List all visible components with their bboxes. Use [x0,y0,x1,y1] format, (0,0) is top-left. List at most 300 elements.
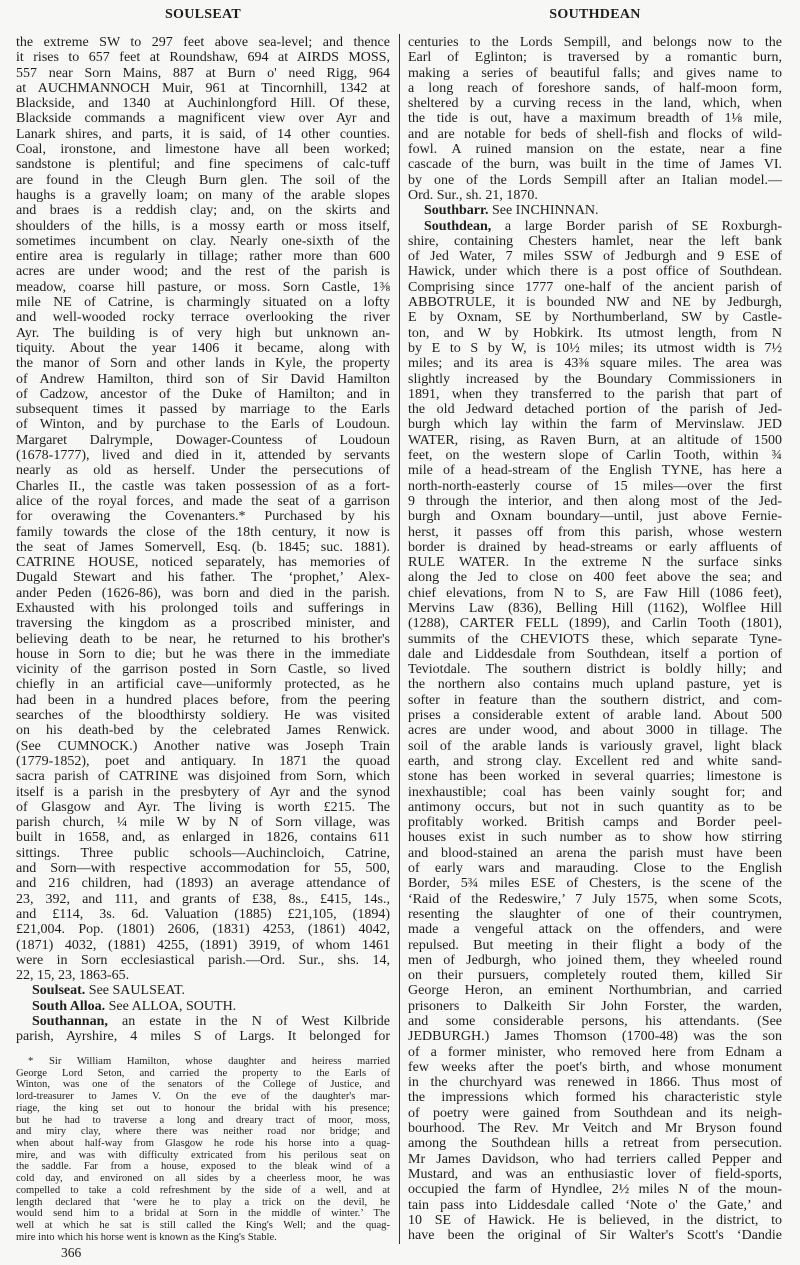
text-line [408,1136,782,1151]
line-text: nearly as old as herself. Under the persecutions of [16,463,390,479]
line-text: and some considerable persons, his attendants. (See [408,1014,782,1029]
text-line [408,586,782,601]
line-text: parish church, ¼ mile W by N of Sorn village, was [16,815,390,831]
footnote-line: would send him to a bridal at Sorn in the middle of winter.’ The [16,1208,390,1220]
text-line [408,892,782,907]
line-text: of Andrew Hamilton, third son of Sir David Hamilton [16,371,390,387]
text-line [408,417,782,432]
line-text: the impressions which formed his characteristic style [408,1090,782,1106]
text-line [16,800,390,815]
footnote-line: well at which he sat is still called the King's Well; and the quag- [16,1220,390,1232]
text-line [408,815,782,830]
line-text: Blackside, and 1340 at Auchinlongford Hill. Of these, [16,96,390,112]
text-line [16,570,390,585]
text-line [16,968,390,983]
line-text: 10 SE of Hawick. He is believed, in the district, to [408,1212,782,1228]
line-text: mile NE of Catrine, is charmingly situated on a lofty [16,295,390,311]
text-line [408,295,782,310]
text-line [408,769,782,784]
line-text: Ord. Sur., sh. 21, 1870. [408,187,538,203]
line-text: house in Sorn to die; but he was there in the immediate [16,646,390,662]
text-line [408,938,782,953]
line-text: north-north-easterly course of 15 miles—over the first [408,478,782,494]
text-line [16,662,390,677]
line-text: profitably worked. British camps and Border peel- [408,815,782,831]
text-line [408,876,782,891]
line-text: ton, and W by Hobkirk. Its utmost length, from N [408,325,782,341]
line-text: resenting the slaughter of one of their countrymen, [408,906,782,922]
text-line [408,677,782,692]
entry-headword: Southdean, [424,218,492,234]
line-text: softer in feature than the southern district, and com- [408,692,782,708]
text-line [408,1167,782,1182]
line-text: prisoners to Dalkeith Sir John Forster, the warden, [408,998,782,1014]
line-text: and Sorn—with respective accommodation for 55, 500, [16,861,390,877]
line-text: burgh and Oxnam boundary—until, just above Fernie- [408,509,782,525]
text-line [16,846,390,861]
line-text: and well-wooded rocky terrace overlooking the river [16,310,390,326]
line-text: built in 1658, and, as enlarged in 1826, contains 611 [16,830,390,846]
entry-headword: South Alloa. [32,998,106,1014]
line-text: were in Sorn ecclesiastical parish.—Ord. Sur., shs. 14, [16,952,390,968]
line-text: (1779-1852), poet and antiquary. In 1871 the quoad [16,753,390,769]
line-text: Coal, ironstone, and limestone have all been worked; [16,142,390,158]
footnote-line: George Lord Seton, and carried the property to the Earls of [16,1067,390,1079]
text-line [408,326,782,341]
line-text: in the churchyard was renewed in 1866. Thus most of [408,1075,782,1091]
line-text: summits of the CHEVIOTS these, which separate Tyne- [408,631,782,647]
text-line [408,570,782,585]
line-text: Dugald Stewart and his father. The ‘prophet,’ Alex- [16,570,390,586]
text-line [16,494,390,509]
line-text: Blackside commands a magnificent view over Ayr and [16,111,390,127]
text-line [408,922,782,937]
entry-paragraph [408,35,782,203]
line-text: ABBOTRULE, it is bounded NW and NE by Jedburgh, [408,295,782,311]
line-text: sheltered by a curving recess in the land, which, when [408,96,782,112]
line-text: Lanark shires, and parts, it is said, of 14 other counties. [16,126,390,142]
text-line [408,372,782,387]
line-text: a large Border parish of SE Roxburgh- [491,218,782,234]
line-text: dale and Liddesdale from Southdean, itself a portion of [408,646,782,662]
line-text: men of Jedburgh, who joined them, they wheeled round [408,952,782,968]
text-line [16,739,390,754]
text-line [16,647,390,662]
line-text: parish, Ayrshire, 4 miles S of Largs. It belonged for [16,1029,390,1045]
line-text: ander Peden (1626-86), was born and died in the parish. [16,585,390,601]
text-line [408,509,782,524]
line-text: See ALLOA, SOUTH. [105,998,237,1014]
text-line [16,203,390,218]
line-text: George Heron, an eminent Northumbrian, and carried [408,983,782,999]
line-text: meadow, coarse hill pasture, or moss. Sorn Castle, 1⅜ [16,279,390,295]
text-line [16,953,390,968]
line-text: 22, 15, 23, 1863-65. [16,968,130,984]
text-line [16,448,390,463]
text-line [16,417,390,432]
line-text: Mustard, and was an enthusiastic lover of field-sports, [408,1166,782,1182]
text-line [408,1228,782,1243]
text-line [408,601,782,616]
text-line [408,127,782,142]
text-line [16,632,390,647]
text-line [408,907,782,922]
line-text: Mervins Law (836), Belling Hill (1162), Wolflee Hill [408,600,782,616]
text-line [16,372,390,387]
line-text: Charles II., the castle was taken possession of as a fort- [16,478,390,494]
line-text: for overawing the Covenanters.* Purchased by his [16,509,390,525]
line-text: antimony occurs, but not in such quantity as to be [408,799,782,815]
line-text: and are notable for beds of shell-fish and flocks of wild- [408,126,782,142]
line-text: tain pass into Liddesdale called ‘Note o' the Gate,’ and [408,1197,782,1213]
text-line [16,66,390,81]
text-line [408,50,782,65]
text-line [16,601,390,616]
line-text: acres are under wood, and about 3000 in tillage. The [408,723,782,739]
line-text: tiquity. About the year 1406 it became, along with [16,340,390,356]
line-text: the northern also contains much upland pasture, yet is [408,677,782,693]
text-line [16,188,390,203]
line-text: sacra parish of CATRINE was disjoined from Sorn, which [16,769,390,785]
text-line [408,739,782,754]
text-line [16,769,390,784]
text-line [408,96,782,111]
line-text: had been in a hundred places before, from the peering [16,692,390,708]
footnote-line: lord-treasurer to James V. On the eve of the daughter's mar- [16,1091,390,1103]
line-text: sometimes incumbent on clay. Nearly one-sixth of the [16,233,390,249]
footnote-line: but he had to traverse a long and dreary tract of moor, moss, [16,1114,390,1126]
text-line [408,754,782,769]
line-text: of Winton, and by purchase to the Earls of Loudoun. [16,417,390,433]
text-line [16,892,390,907]
line-text: the old Jedward detached portion of the parish of Jed- [408,402,782,418]
line-text: believing death to be near, he returned to his brother's [16,631,390,647]
text-line [408,494,782,509]
line-text: itself is a parish in the presbytery of Ayr and the synod [16,784,390,800]
text-line [16,907,390,922]
line-text: on their pursuers, completely routed them, killed Sir [408,968,782,984]
line-text: cascade of the burn, was built in the time of James VI. [408,157,782,173]
text-line [16,96,390,111]
text-line [16,387,390,402]
footnote-line: compelled to take a cold refreshment by the side of a well, and at [16,1184,390,1196]
text-line [16,326,390,341]
text-line [408,1045,782,1060]
line-text: mile of a head-stream of the English TYNE, has here a [408,463,782,479]
text-line [16,127,390,142]
line-text: soil of the arable lands is variously gravel, light black [408,738,782,754]
line-text: burgh which lay within the farm of Mervinslaw. JED [408,417,782,433]
line-text: Ayr. The building is of very high but unknown an- [16,325,390,341]
line-text: on his death-bed by the celebrated James Renwick. [16,723,390,739]
line-text: of Cadzow, ancestor of the Duke of Hamilton; and in [16,386,390,402]
text-line [16,922,390,937]
line-text: family towards the close of the 18th century, it now is [16,524,390,540]
text-line [408,1090,782,1105]
text-line [16,999,390,1014]
line-text: shire, containing Chesters hamlet, near the left bank [408,233,782,249]
line-text: feet, on the western slope of Carlin Tooth, within ¾ [408,448,782,464]
running-head-right: SOUTHDEAN [549,7,641,22]
text-line [16,310,390,325]
line-text: inexhaustible; coal has been vainly sought for; and [408,784,782,800]
text-line [408,433,782,448]
text-line [408,785,782,800]
text-line [16,830,390,845]
line-text: See INCHINNAN. [488,203,599,219]
text-line [408,203,782,218]
text-line [408,1060,782,1075]
entry-paragraph [16,983,390,998]
text-line [16,50,390,65]
text-line [16,525,390,540]
line-text: Exhausted with his prolonged toils and sufferings in [16,600,390,616]
text-line [408,800,782,815]
text-line [16,142,390,157]
line-text: of early wars and marauding. Close to the English [408,861,782,877]
footnote-line: cold day, and environed on all sides by a cheerless moor, he was [16,1173,390,1185]
text-line [408,264,782,279]
line-text: of poetry were gained from Southdean and its neigh- [408,1105,782,1121]
text-line [408,310,782,325]
entry-paragraph [16,1014,390,1045]
text-line [16,616,390,631]
line-text: (See CUMNOCK.) Another native was Joseph Train [16,738,390,754]
text-line [16,1014,390,1029]
text-line [16,280,390,295]
line-text: 9 through the interior, and then along most of the Jed- [408,493,782,509]
right-column [408,35,782,1243]
line-text: of a former minister, who removed here from Ednam a [408,1044,782,1060]
text-line [408,525,782,540]
line-text: along the Jed to close on 400 feet above the sea; and [408,570,782,586]
footnote [16,1056,390,1244]
line-text: prises a considerable extent of arable land. About 500 [408,708,782,724]
line-text: searches of the bloodthirsty soldiery. He was visited [16,708,390,724]
text-line [16,983,390,998]
text-line [408,35,782,50]
page-number: 366 [61,1245,82,1260]
line-text: the seat of James Somervell, Esq. (b. 1845; suc. 1881). [16,539,390,555]
line-text: earth, and strong clay. Excellent red and white sand- [408,753,782,769]
line-text: have been the original of Sir Walter's Scott's ‘Dandie [408,1228,782,1244]
text-line [408,341,782,356]
line-text: 23, 392, and 111, and grants of £38, 8s., £415, 14s., [16,891,390,907]
text-line [408,830,782,845]
text-line [408,616,782,631]
text-line [16,861,390,876]
line-text: vicinity of the garrison posted in Sorn Castle, so lived [16,662,390,678]
entry-headword: Southbarr. [424,203,489,219]
line-text: herst, it passes off from this parish, whose western [408,524,782,540]
text-line [408,234,782,249]
footnote-line: the saddle. Far from a house, exposed to the bleak wind of a [16,1161,390,1173]
entry-paragraph [16,35,390,983]
line-text: Hawick, under which there is a post office of Southdean. [408,264,782,280]
line-text: few weeks after the poet's birth, and whose monument [408,1059,782,1075]
line-text: £21,004. Pop. (1801) 2606, (1831) 4253, (1861) 4042, [16,922,390,938]
text-line [408,540,782,555]
line-text: of Glasgow and Ayr. The living is worth £215. The [16,799,390,815]
line-text: repulsed. But meeting in their flight a body of the [408,937,782,953]
entry-headword: Soulseat. [32,983,86,999]
line-text: sittings. Three public schools—Auchincloich, Catrine, [16,845,390,861]
text-line [16,81,390,96]
text-line [408,1106,782,1121]
line-text: bourhood. The Rev. Mr Veitch and Mr Bryson found [408,1121,782,1137]
text-line [408,555,782,570]
text-line [16,35,390,50]
line-text: Mr James Davidson, who had terriers called Pepper and [408,1151,782,1167]
line-text: by E to S by W, is 10½ miles; its utmost width is 7½ [408,340,782,356]
line-text: houses exist in such number as to show how stirring [408,830,782,846]
text-line [408,157,782,172]
line-text: haughs is a gravelly loam; on many of the arable slopes [16,187,390,203]
line-text: the extreme SW to 297 feet above sea-level; and thence [16,35,390,50]
text-line [408,632,782,647]
footnote-line: length declared that ‘were he to play a trick on the devil, he [16,1196,390,1208]
line-text: (1288), CARTER FELL (1899), and Carlin Tooth (1801), [408,616,782,632]
footnote-line: mire, and was with difficulty extricated from his perilous seat on [16,1149,390,1161]
text-line [16,249,390,264]
text-line [16,555,390,570]
text-line [408,1152,782,1167]
line-text: E by Oxnam, SE by Northumberland, SW by Castle- [408,310,782,326]
line-text: (1678-1777), lived and died in it, attended by servants [16,448,390,464]
text-line [408,662,782,677]
text-line [16,479,390,494]
line-text: and braes is a reddish clay; and, on the skirts and [16,203,390,219]
line-text: chief elevations, from N to S, are Faw Hill (1086 feet), [408,585,782,601]
text-line [408,708,782,723]
line-text: subsequent times it passed by marriage to the Earls [16,402,390,418]
column-divider [399,34,400,1244]
line-text: Margaret Dalrymple, Dowager-Countess of Loudoun [16,432,390,448]
line-text: JEDBURGH.) James Thomson (1700-48) was the son [408,1029,782,1045]
line-text: RULE WATER. In the extreme N the surface sinks [408,555,782,571]
line-text: Comprising since 1777 one-half of the ancient parish of [408,279,782,295]
text-line [16,111,390,126]
text-line [408,448,782,463]
text-line [408,846,782,861]
text-line [408,1014,782,1029]
line-text: CATRINE HOUSE, noticed separately, has memories of [16,555,390,571]
text-line [408,463,782,478]
text-line [408,402,782,417]
text-line [16,815,390,830]
text-line [16,356,390,371]
left-column [16,35,390,1045]
line-text: miles; and its area is 43⅜ square miles. The area was [408,356,782,372]
text-line [408,1075,782,1090]
line-text: stone has been worked in several quarries; limestone is [408,769,782,785]
text-line [16,341,390,356]
line-text: alice of the royal forces, and made the seat of a garrison [16,493,390,509]
text-line [16,509,390,524]
text-line [408,693,782,708]
line-text: an estate in the N of West Kilbride [107,1014,390,1029]
text-line [16,938,390,953]
line-text: a long reach of foreshore sands, of half-moon form, [408,80,782,96]
line-text: 1891, when they transferred to the parish that part of [408,386,782,402]
line-text: acres are under wood; and the rest of the parish is [16,264,390,280]
line-text: among the Southdean hills a retreat from persecution. [408,1136,782,1152]
footnote-line: riage, the king set out to honour the bridal with his presence; [16,1102,390,1114]
line-text: and blood-stained an arena the parish must have been [408,845,782,861]
text-line [16,234,390,249]
footnote-line: mire into which his horse went is known as the King's Stable. [16,1231,277,1243]
text-line [408,479,782,494]
text-line [408,953,782,968]
text-line [408,647,782,662]
line-text: of Jed Water, 7 miles SSW of Jedburgh and 9 ESE of [408,249,782,265]
entry-paragraph [408,203,782,218]
text-line [408,142,782,157]
text-line [16,586,390,601]
text-line [408,81,782,96]
text-line [408,111,782,126]
line-text: border is drained by head-streams or early affluents of [408,539,782,555]
footnote-line: Winton, was one of the senators of the College of Justice, and [16,1079,390,1091]
footnote-line: * Sir William Hamilton, whose daughter and heiress married [28,1056,390,1067]
text-line [16,677,390,692]
footnote-line: and miry clay, where there was neither road nor bridge; and [16,1126,390,1138]
line-text: Earl of Eglinton; is traversed by a romantic burn, [408,50,782,66]
text-line [408,66,782,81]
text-line [16,157,390,172]
text-line [408,723,782,738]
text-line [408,1029,782,1044]
text-line [408,1213,782,1228]
footnote-line: when about half-way from Glasgow he rode his horse into a quag- [16,1138,390,1150]
line-text: ‘Raid of the Redeswire,’ 7 July 1575, when some Scots, [408,891,782,907]
text-line [408,387,782,402]
text-line [16,785,390,800]
line-text: 557 near Sorn Mains, 887 at Burn o' need Rigg, 964 [16,65,390,81]
text-line [408,1121,782,1136]
entry-paragraph [16,999,390,1014]
line-text: by one of the Lords Sempill after an Italian model.— [408,172,782,188]
text-line [16,754,390,769]
line-text: the manor of Sorn and other lands in Kyle, the property [16,356,390,372]
text-line [408,1182,782,1197]
line-text: and 216 children, had (1893) an average attendance of [16,876,390,892]
line-text: chiefly in an artificial cave—uniformly protected, as he [16,677,390,693]
line-text: the tide is out, have a maximum breadth of 1⅛ mile, [408,111,782,127]
text-line [408,173,782,188]
line-text: (1871) 4032, (1881) 4255, (1891) 3919, of whom 1461 [16,937,390,953]
text-line [408,280,782,295]
line-text: Border, 5¾ miles ESE of Chesters, is the scene of the [408,876,782,892]
text-line [16,173,390,188]
entry-paragraph [408,219,782,1244]
line-text: entire area is regularly in tillage; rather more than 600 [16,249,390,265]
line-text: shoulders of the hills, is a mossy earth or moss itself, [16,218,390,234]
text-line [408,1198,782,1213]
text-line [16,264,390,279]
text-line [16,708,390,723]
line-text: making a series of beautiful falls; and gives name to [408,65,782,81]
text-line [408,861,782,876]
line-text: centuries to the Lords Sempill, and belongs now to the [408,35,782,50]
line-text: WATER, rising, as Raven Burn, at an altitude of 1500 [408,432,782,448]
text-line [16,295,390,310]
line-text: and £114, 3s. 6d. Valuation (1885) £21,105, (1894) [16,906,390,922]
text-line [16,723,390,738]
line-text: it rises to 657 feet at Roundshaw, 694 at AIRDS MOSS, [16,50,390,66]
running-head-left: SOULSEAT [164,7,242,22]
text-line [16,540,390,555]
